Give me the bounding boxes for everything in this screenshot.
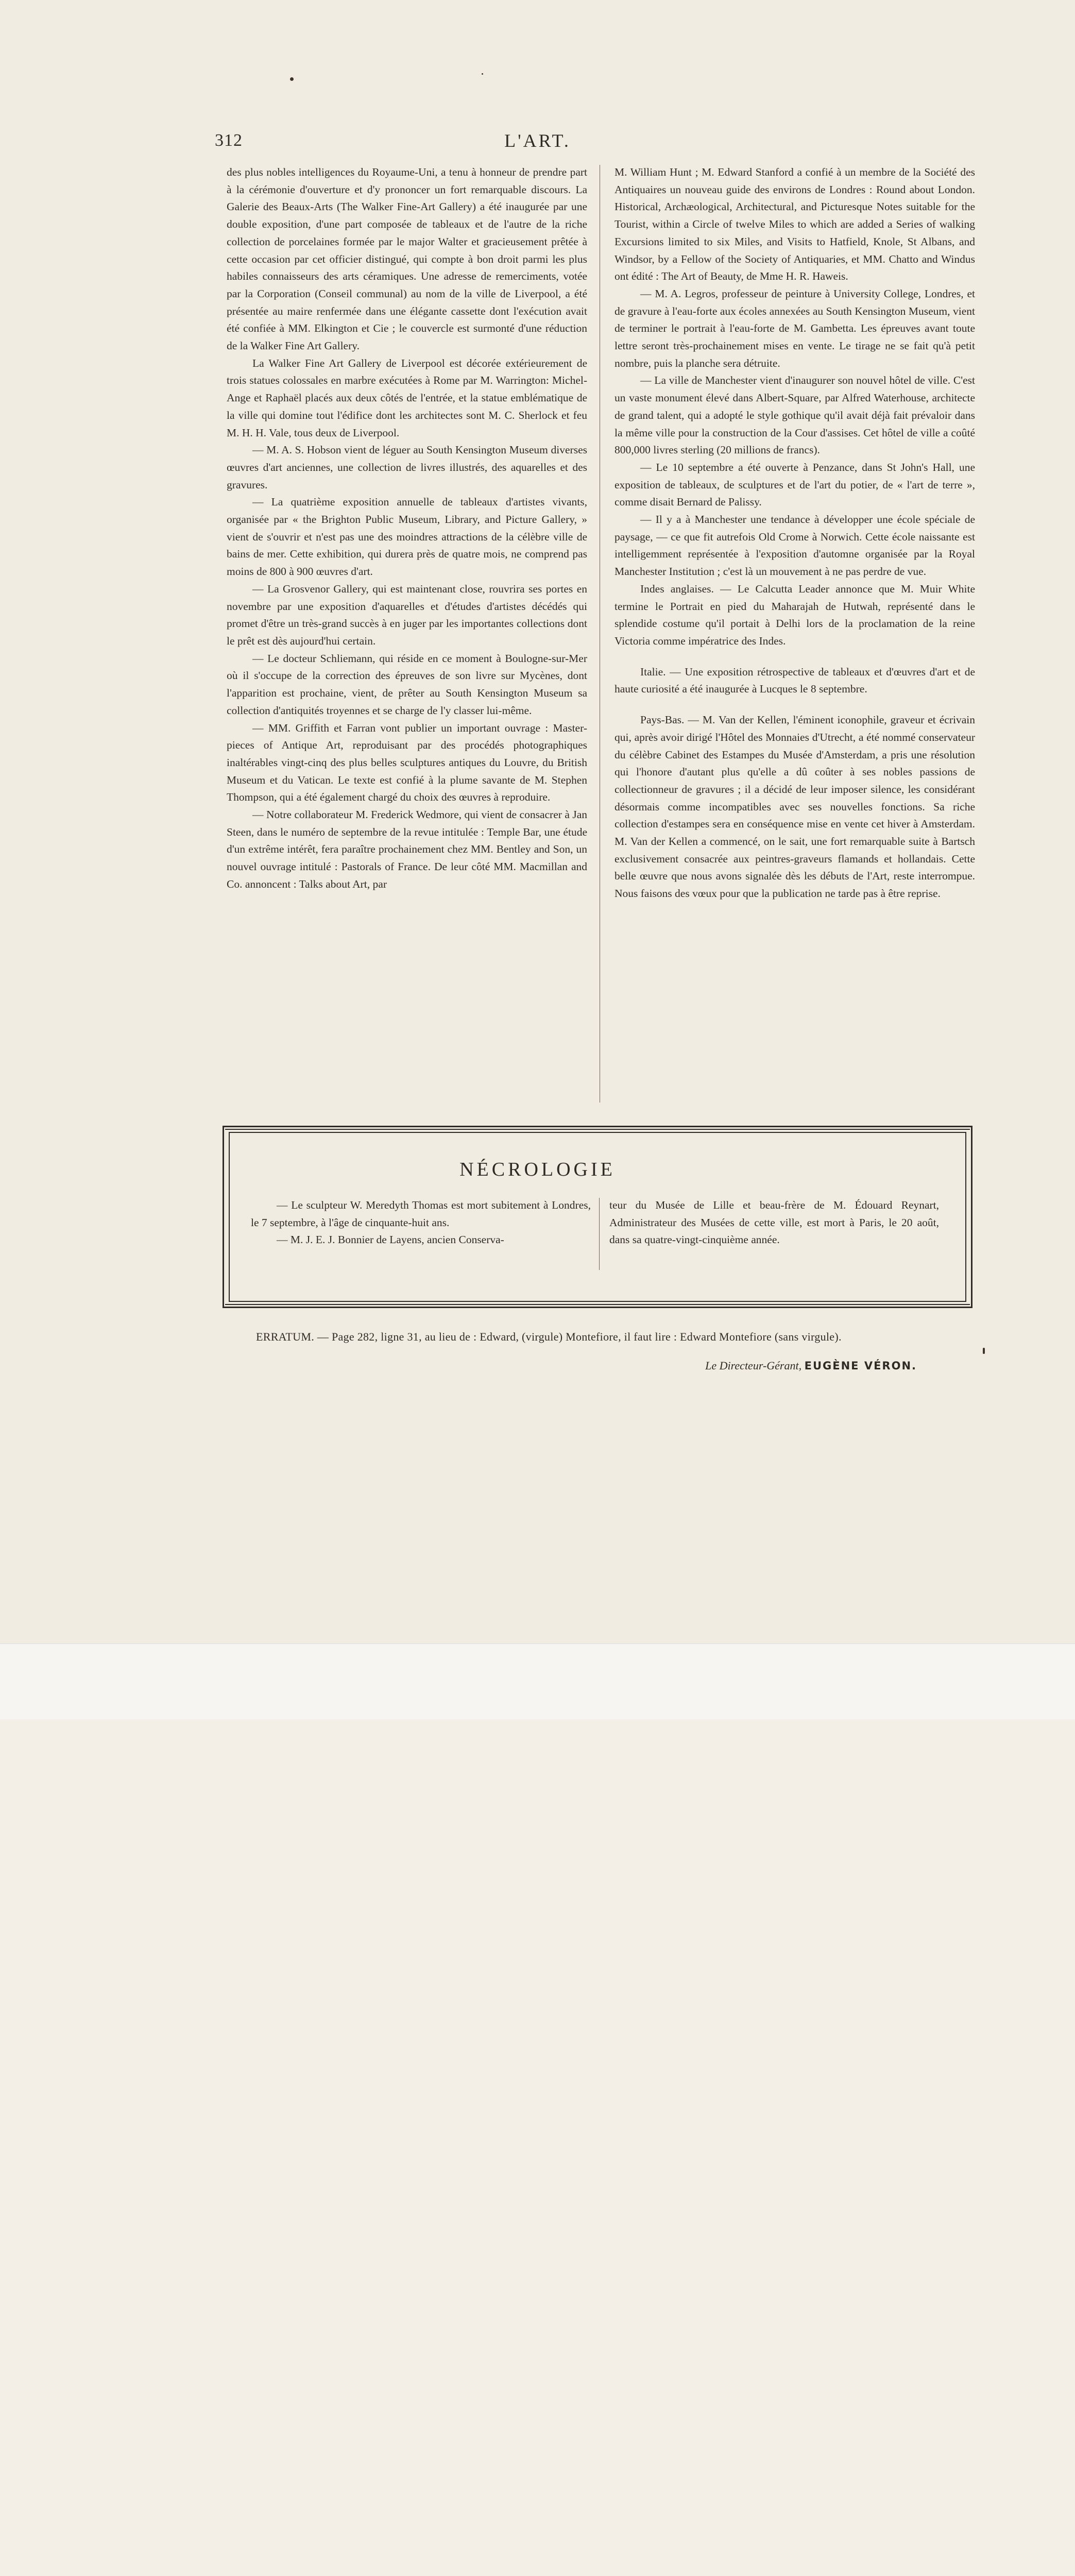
signature [664,1359,917,1372]
left-paragraph-6: — Le docteur Schliemann, qui réside en ce moment à Boulogne-sur-Mer où il s'occupe de la correction des épreuves de son livre sur Mycènes, dont l'apparition est prochaine, vient, de prêter au South Kensington Museum sa collection d'antiquités troyennes et se charge de l'y classer lui-même. [227,652,587,717]
left-paragraph-1: des plus nobles intelligences du Royaume-Uni, a tenu à honneur de prendre part à la cérémonie d'ouverture et d'y prononcer un fort remarquable discours. La Galerie des Beaux-Arts (The Walker Fine-Art Gallery) a été inaugurée par une double exposition, d'une part composée de tableaux et de l'autre de la riche collection de porcelaines formée par le major Walter et gracieusement prêtée à cette occasion par cet officier distingué, qui compte à bon droit parmi les plus habiles connaisseurs des arts céramiques. Une adresse de remerciments, votée par la Corporation (Conseil communal) au nom de la ville de Liverpool, a été présentée au maire renfermée dans une élégante cassette dont l'exécution avait été confiée à MM. Elkington et Cie ; le couvercle est surmonté d'une réduction de la Walker Fine Art Gallery. [227,166,587,352]
paragraph [227,494,587,581]
right-paragraph-2: — M. A. Legros, professeur de peinture à University College, Londres, et de gravure à l'eau-forte aux écoles annexées au South Kensington Museum, vient de terminer le portrait à l'eau-forte de M. Gambetta. Les épreuves avant toute lettre seront très-prochainement mises en vente. Le tirage ne se fait qu'à petit nombre, puis la planche sera détruite. [615,287,975,369]
paragraph [251,1197,591,1231]
right-paragraph-indes: Indes anglaises. — Le Calcutta Leader annonce que M. Muir White termine le Portrait en pied du Maharajah de Hutwah, représenté dans le splendide costume qu'il portait à Delhi lors de la proclamation de la reine Victoria comme impératrice des Indes. [615,582,975,647]
paragraph [227,164,587,355]
right-paragraph-3: — La ville de Manchester vient d'inaugurer son nouvel hôtel de ville. C'est un vaste monument élevé dans Albert-Square, par Alfred Waterhouse, architecte de grand talent, qui a adopté le style gothique qu'il avait déjà fait prévaloir dans la même ville pour la construction de la Cour d'assises. Cet hôtel de ville a coûté 800,000 livres sterling (20 millions de francs). [615,374,975,456]
right-paragraph-5: — Il y a à Manchester une tendance à développer une école spéciale de paysage, — ce que fit autrefois Old Crome à Norwich. Cette école naissante est intelligemment représentée à l'exposition d'automne organisée par la Royal Manchester Institution ; c'est là un mouvement à ne pas perdre de vue. [615,513,975,578]
journal-title: L'ART. [504,130,571,151]
left-paragraph-4: — La quatrième exposition annuelle de tableaux d'artistes vivants, organisée par « the Brighton Public Museum, Library, and Picture Gallery, » vient de s'ouvrir et n'est pas une des moindres attractions de la célèbre ville de bains de mer. Cette exhibition, qui durera près de quatre mois, ne comprend pas moins de 800 à 900 œuvres d'art. [227,496,587,578]
paragraph [227,720,587,807]
paragraph [615,581,975,650]
erratum-label: ERRATUM. [256,1330,315,1343]
left-paragraph-5: — La Grosvenor Gallery, qui est maintenant close, rouvrira ses portes en novembre par une exposition d'aquarelles et d'études d'artistes décédés qui promet d'être un très-grand succès à en juger par les importantes collections dont le prêt est dès aujourd'hui certain. [227,582,587,647]
page-number: 312 [215,131,243,150]
necrologie-entry-continued: teur du Musée de Lille et beau-frère de M. Édouard Reynart, Administrateur des Musées de cette ville, est mort à Paris, le 20 août, dans sa quatre-vingt-cinquième année. [609,1199,939,1246]
signature-role: Le Directeur-Gérant, [705,1359,802,1372]
paragraph [615,459,975,511]
ink-speck [290,77,294,81]
paragraph [251,1231,591,1249]
paragraph [227,581,587,650]
frame-rule [225,1129,970,1130]
necrologie-title: NÉCROLOGIE [459,1159,616,1180]
right-paragraph-1: M. William Hunt ; M. Edward Stanford a confié à un membre de la Société des Antiquaires un nouveau guide des environs de Londres : Round about London. Historical, Archæological, Architectural, and Picturesque Notes suitable for the Tourist, within a Circle of twelve Miles to which are added a Series of walking Excursions limited to six Miles, and Visits to Hatfield, Knole, St Albans, and Windsor, by a Fellow of the Society of Antiquaries, et MM. Chatto and Windus ont édité : The Art of Beauty, de Mme H. R. Haweis. [615,166,975,283]
necrologie-entry-1: — Le sculpteur W. Meredyth Thomas est mort subitement à Londres, le 7 septembre, à l'âge de cinquante-huit ans. [251,1199,591,1229]
left-paragraph-3: — M. A. S. Hobson vient de léguer au South Kensington Museum diverses œuvres d'art anciennes, une collection de livres illustrés, des aquarelles et des gravures. [227,444,587,491]
ink-speck [983,1348,985,1354]
column-divider [599,1198,600,1270]
paragraph [615,285,975,372]
paragraph [609,1197,939,1249]
left-paragraph-2: La Walker Fine Art Gallery de Liverpool est décorée extérieurement de trois statues colossales en marbre exécutées à Rome par M. Warrington: Michel-Ange et Raphaël placés aux deux côtés de l'entrée, et la statue emblématique de la ville qui domine tout l'édifice dont les architectes sont M. C. Sherlock et feu M. H. H. Vale, tous deux de Liverpool. [227,357,587,439]
right-paragraph-4: — Le 10 septembre a été ouverte à Penzance, dans St John's Hall, une exposition de tableaux, de sculptures et de l'art du potier, de « l'art de terre », comme disait Bernard de Palissy. [615,461,975,509]
paragraph [615,372,975,459]
necrologie-right-column [609,1197,939,1249]
right-column [615,164,975,903]
necrologie-entry-2: — M. J. E. J. Bonnier de Layens, ancien Conserva- [277,1233,504,1246]
paragraph [615,511,975,581]
paragraph [227,650,587,720]
paragraph [227,806,587,893]
right-paragraph-italie: Italie. — Une exposition rétrospective de tableaux et d'œuvres d'art et de haute curiosité a été inaugurée à Lucques le 8 septembre. [615,665,975,696]
paragraph [615,664,975,698]
left-paragraph-7: — MM. Griffith et Farran vont publier un important ouvrage : Master-pieces of Antique Art, reproduisant par des procédés photographiques inaltérables vingt-cinq des plus belles sculptures antiques du Louvre, du British Museum et du Vatican. Le texte est confié à la plume savante de M. Stephen Thompson, qui a été également chargé du choix des œuvres à reproduire. [227,721,587,804]
erratum [256,1330,977,1344]
frame-rule [225,1304,970,1305]
left-column [227,164,587,893]
viewer-footer [0,1643,1075,1719]
right-paragraph-pays-bas: Pays-Bas. — M. Van der Kellen, l'éminent iconophile, graveur et écrivain qui, après avoir dirigé l'Hôtel des Monnaies d'Utrecht, a été nommé conservateur du célèbre Cabinet des Estampes du Musée d'Amsterdam, a pris une résolution qui l'honore d'autant plus qu'elle a dû coûter à ses nobles passions de collectionneur de gravures ; il a décidé de leur imposer silence, les considérant désormais comme incompatibles avec ses nouvelles fonctions. Sa riche collection d'estampes sera en conséquence mise en vente cet hiver à Amsterdam. M. Van der Kellen a commencé, on le sait, une fort remarquable suite à Bartsch exclusivement consacrée aux peintres-graveurs flamands et hollandais. Cette belle œuvre que nous avons signalée dès les débuts de l'Art, reste interrompue. Nous faisons des vœux pour que la publication ne tarde pas à être reprise. [615,714,975,900]
paragraph [615,164,975,285]
paragraph [227,355,587,442]
signature-name: EUGÈNE VÉRON. [804,1360,917,1372]
necrologie-left-column [251,1197,591,1249]
paragraph [615,711,975,903]
left-paragraph-8: — Notre collaborateur M. Frederick Wedmore, qui vient de consacrer à Jan Steen, dans le numéro de septembre de la revue intitulée : Temple Bar, une étude d'un extrême intérêt, fera paraître prochainement chez MM. Bentley and Son, un nouvel ouvrage intitulé : Pastorals of France. De leur côté MM. Macmillan and Co. annoncent : Talks about Art, par [227,808,587,890]
paragraph [227,442,587,494]
ink-speck [482,73,483,75]
erratum-text: — Page 282, ligne 31, au lieu de : Edward, (virgule) Montefiore, il faut lire : Edward Montefiore (sans virgule). [317,1330,842,1343]
